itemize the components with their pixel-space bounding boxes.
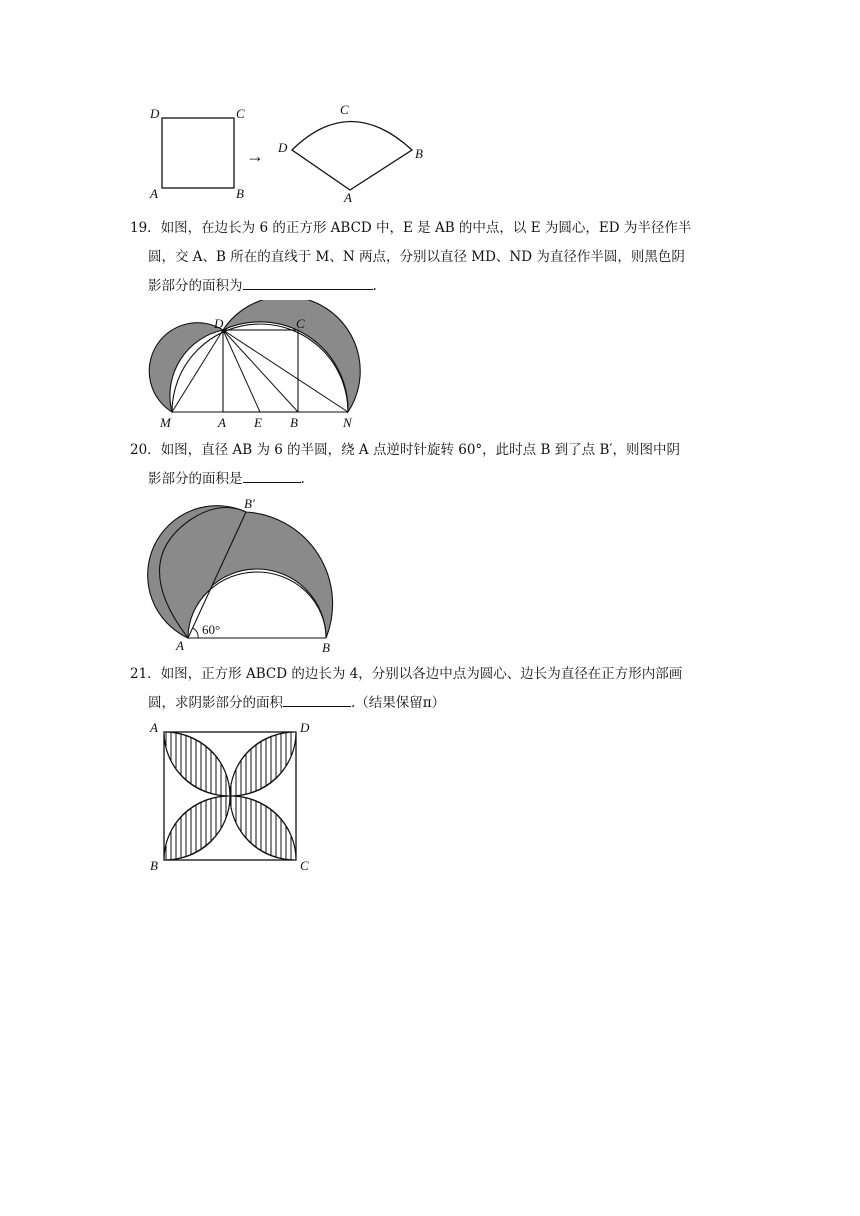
answer-blank-20[interactable] bbox=[243, 468, 301, 483]
arrow-icon: → bbox=[246, 146, 264, 166]
square-abcd bbox=[162, 118, 234, 188]
label-d: D bbox=[214, 316, 224, 331]
label-b-prime: B′ bbox=[244, 496, 255, 511]
label-c2: C bbox=[340, 102, 349, 117]
shaded-region-left bbox=[149, 323, 223, 412]
sector-shape bbox=[292, 122, 412, 191]
q19-line2: 圆，交 A、B 所在的直线于 M、N 两点，分别以直径 MD、ND 为直径作半圆，则黑色阴 bbox=[148, 249, 685, 265]
label-a: A bbox=[218, 415, 226, 430]
label-a2: A bbox=[344, 190, 352, 205]
label-b: B bbox=[236, 186, 244, 201]
label-d2: D bbox=[278, 140, 288, 155]
label-a: A bbox=[176, 638, 184, 653]
question-19 bbox=[130, 214, 730, 301]
q19-line1: 19．如图，在边长为 6 的正方形 ABCD 中，E 是 AB 的中点，以 E 为圆心，ED 为半径作半 bbox=[130, 220, 692, 236]
label-b: B bbox=[150, 858, 158, 873]
label-c: C bbox=[300, 858, 309, 873]
question-20 bbox=[130, 436, 730, 494]
q21-line2: 圆，求阴影部分的面积 .（结果保留π） bbox=[130, 689, 730, 718]
label-a: A bbox=[150, 186, 158, 201]
shaded-region-right bbox=[223, 300, 360, 412]
label-e: E bbox=[254, 415, 262, 430]
figure-q21 bbox=[140, 716, 320, 876]
label-b: B bbox=[290, 415, 298, 430]
figure-square-to-sector bbox=[140, 98, 440, 206]
label-a: A bbox=[150, 720, 158, 735]
label-n: N bbox=[343, 415, 352, 430]
label-m: M bbox=[160, 415, 171, 430]
answer-blank-19[interactable] bbox=[243, 275, 373, 290]
figure-q20 bbox=[140, 492, 350, 656]
answer-blank-21[interactable] bbox=[283, 692, 351, 707]
label-c: C bbox=[296, 316, 305, 331]
label-b: B bbox=[322, 640, 330, 655]
q21-line1: 21．如图，正方形 ABCD 的边长为 4，分别以各边中点为圆心、边长为直径在正方形内部画 bbox=[130, 666, 683, 682]
q19-line3: 影部分的面积为 . bbox=[130, 272, 730, 301]
q20-line2: 影部分的面积是 . bbox=[130, 465, 730, 494]
figure-q19 bbox=[140, 300, 370, 432]
q20-line1: 20．如图，直径 AB 为 6 的半圆，绕 A 点逆时针旋转 60°，此时点 B 到了点 B′，则图中阴 bbox=[130, 442, 680, 458]
label-b2: B bbox=[415, 146, 423, 161]
label-d: D bbox=[300, 720, 310, 735]
label-d: D bbox=[150, 106, 160, 121]
label-c: C bbox=[236, 106, 245, 121]
angle-label: 60° bbox=[202, 622, 221, 637]
question-21 bbox=[130, 660, 730, 718]
